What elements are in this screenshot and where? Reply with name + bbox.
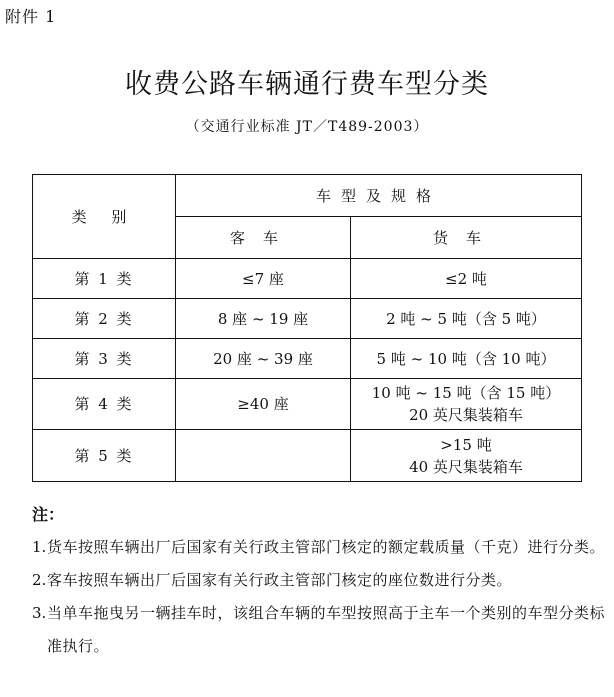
category-cell: 第 1 类 <box>33 259 176 299</box>
truck-line: 20 英尺集装箱车 <box>409 406 523 424</box>
truck-line: 5 吨 ~ 10 吨（含 10 吨） <box>376 349 556 368</box>
vehicle-type-table <box>32 174 582 482</box>
table-header-row <box>33 175 582 217</box>
truck-cell <box>351 259 582 299</box>
header-truck: 货车 <box>351 217 582 259</box>
note-text: 当单车拖曳另一辆挂车时，该组合车辆的车型按照高于主车一个类别的车型分类标准执行。 <box>47 604 606 655</box>
document-title: 收费公路车辆通行费车型分类 <box>125 69 489 100</box>
header-spec: 车型及规格 <box>176 175 582 217</box>
truck-cell <box>351 339 582 379</box>
notes-label: 注： <box>32 505 65 524</box>
passenger-cell: 8 座 ~ 19 座 <box>176 299 351 339</box>
category-cell: 第 2 类 <box>33 299 176 339</box>
truck-line: 2 吨 ~ 5 吨（含 5 吨） <box>386 309 546 328</box>
table-row <box>33 339 582 379</box>
header-passenger: 客车 <box>176 217 351 259</box>
note-number: 2. <box>32 571 47 589</box>
truck-line: >15 吨 <box>440 435 492 454</box>
truck-cell <box>351 430 582 482</box>
table-row <box>33 430 582 482</box>
note-text: 货车按照车辆出厂后国家有关行政主管部门核定的额定载质量（千克）进行分类。 <box>47 538 606 556</box>
truck-cell <box>351 379 582 430</box>
attachment-label: 附件 1 <box>5 7 57 26</box>
table-row <box>33 299 582 339</box>
truck-line: 40 英尺集装箱车 <box>409 457 523 476</box>
truck-line: 10 吨 ~ 15 吨（含 15 吨） <box>371 384 561 402</box>
table-row <box>33 379 582 430</box>
notes-section <box>32 498 607 663</box>
category-cell: 第 4 类 <box>33 379 176 430</box>
passenger-cell: ≤7 座 <box>176 259 351 299</box>
truck-line: ≤2 吨 <box>445 269 487 288</box>
table-row <box>33 259 582 299</box>
category-cell: 第 3 类 <box>33 339 176 379</box>
document-subtitle: （交通行业标准 JT／T489-2003） <box>185 119 429 135</box>
truck-cell <box>351 299 582 339</box>
note-item <box>32 564 607 597</box>
header-category: 类 别 <box>33 175 176 259</box>
note-number: 3. <box>32 604 47 622</box>
passenger-cell: 20 座 ~ 39 座 <box>176 339 351 379</box>
passenger-cell: ≥40 座 <box>176 379 351 430</box>
note-item <box>32 531 607 564</box>
passenger-cell <box>176 430 351 482</box>
note-item <box>32 597 607 663</box>
note-number: 1. <box>32 538 47 556</box>
note-text: 客车按照车辆出厂后国家有关行政主管部门核定的座位数进行分类。 <box>47 571 513 589</box>
category-cell: 第 5 类 <box>33 430 176 482</box>
